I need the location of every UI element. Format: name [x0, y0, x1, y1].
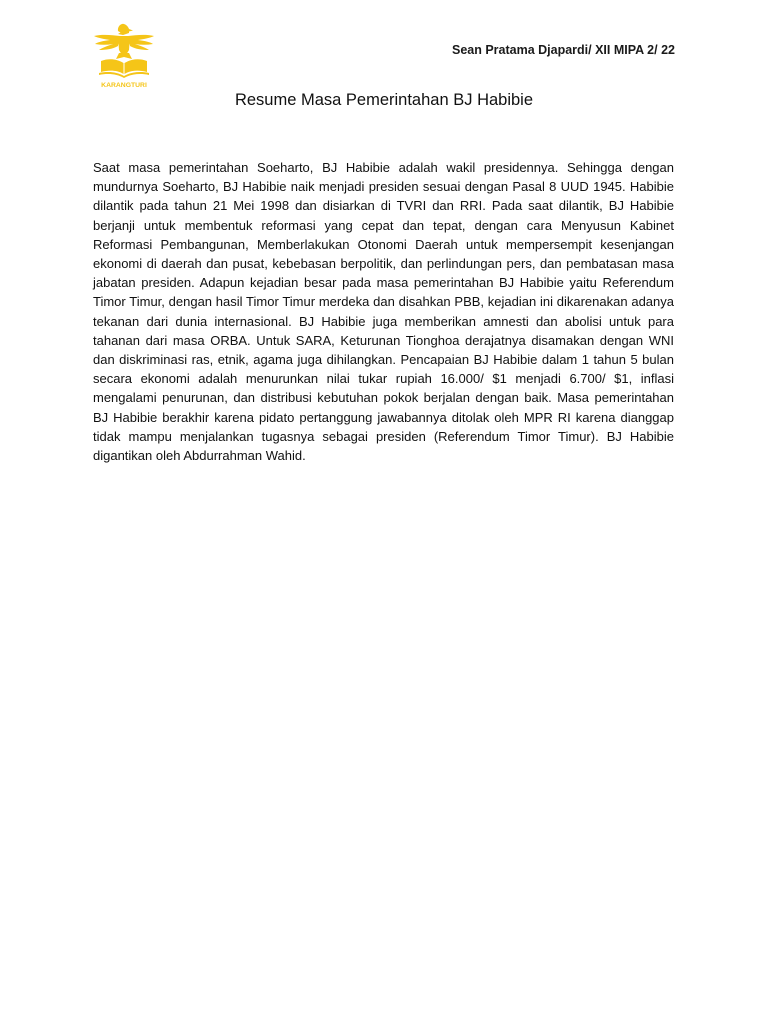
- author-info: Sean Pratama Djapardi/ XII MIPA 2/ 22: [451, 43, 675, 57]
- document-title: Resume Masa Pemerintahan BJ Habibie: [234, 91, 534, 109]
- school-logo: [92, 22, 156, 90]
- body-paragraph: Saat masa pemerintahan Soeharto, BJ Habibie adalah wakil presidennya. Sehingga dengan mundurnya Soeharto, BJ Habibie naik menjadi presiden sesuai dengan Pasal 8 UUD 1945. Habibie dilantik pada tahun 21 Mei 1998 dan disiarkan di TVRI dan RRI. Pada saat dilantik, BJ Habibie berjanji untuk membentuk reformasi yang cepat dan tepat, dengan cara Menyusun Kabinet Reformasi Pembangunan, Memberlakukan Otonomi Daerah untuk mempersempit kesenjangan ekonomi di daerah dan pusat, kebebasan berpolitik, dan perlindungan pers, dan pembatasan masa jabatan presiden. Adapun kejadian besar pada masa pemerintahan BJ Habibie yaitu Referendum Timor Timur, dengan hasil Timor Timur merdeka dan disahkan PBB, kejadian ini dikarenakan adanya tekanan dari dunia internasional. BJ Habibie juga memberikan amnesti dan abolisi untuk para tahanan dari masa ORBA. Untuk SARA, Keturunan Tionghoa derajatnya disamakan dengan WNI dan diskriminasi ras, etnik, agama juga dihilangkan. Pencapaian BJ Habibie dalam 1 tahun 5 bulan secara ekonomi adalah menurunkan nilai tukar rupiah 16.000/ $1 menjadi 6.700/ $1, inflasi mengalami penurunan, dan distribusi kebutuhan pokok berjalan dengan baik. Masa pemerintahan BJ Habibie berakhir karena pidato pertanggung jawabannya ditolak oleh MPR RI karena dianggap tidak mampu menjalankan tugasnya sebagai presiden (Referendum Timor Timur). BJ Habibie digantikan oleh Abdurrahman Wahid.: [93, 160, 674, 464]
- logo-text: KARANGTURI: [101, 82, 147, 89]
- eagle-emblem-icon: [92, 22, 156, 90]
